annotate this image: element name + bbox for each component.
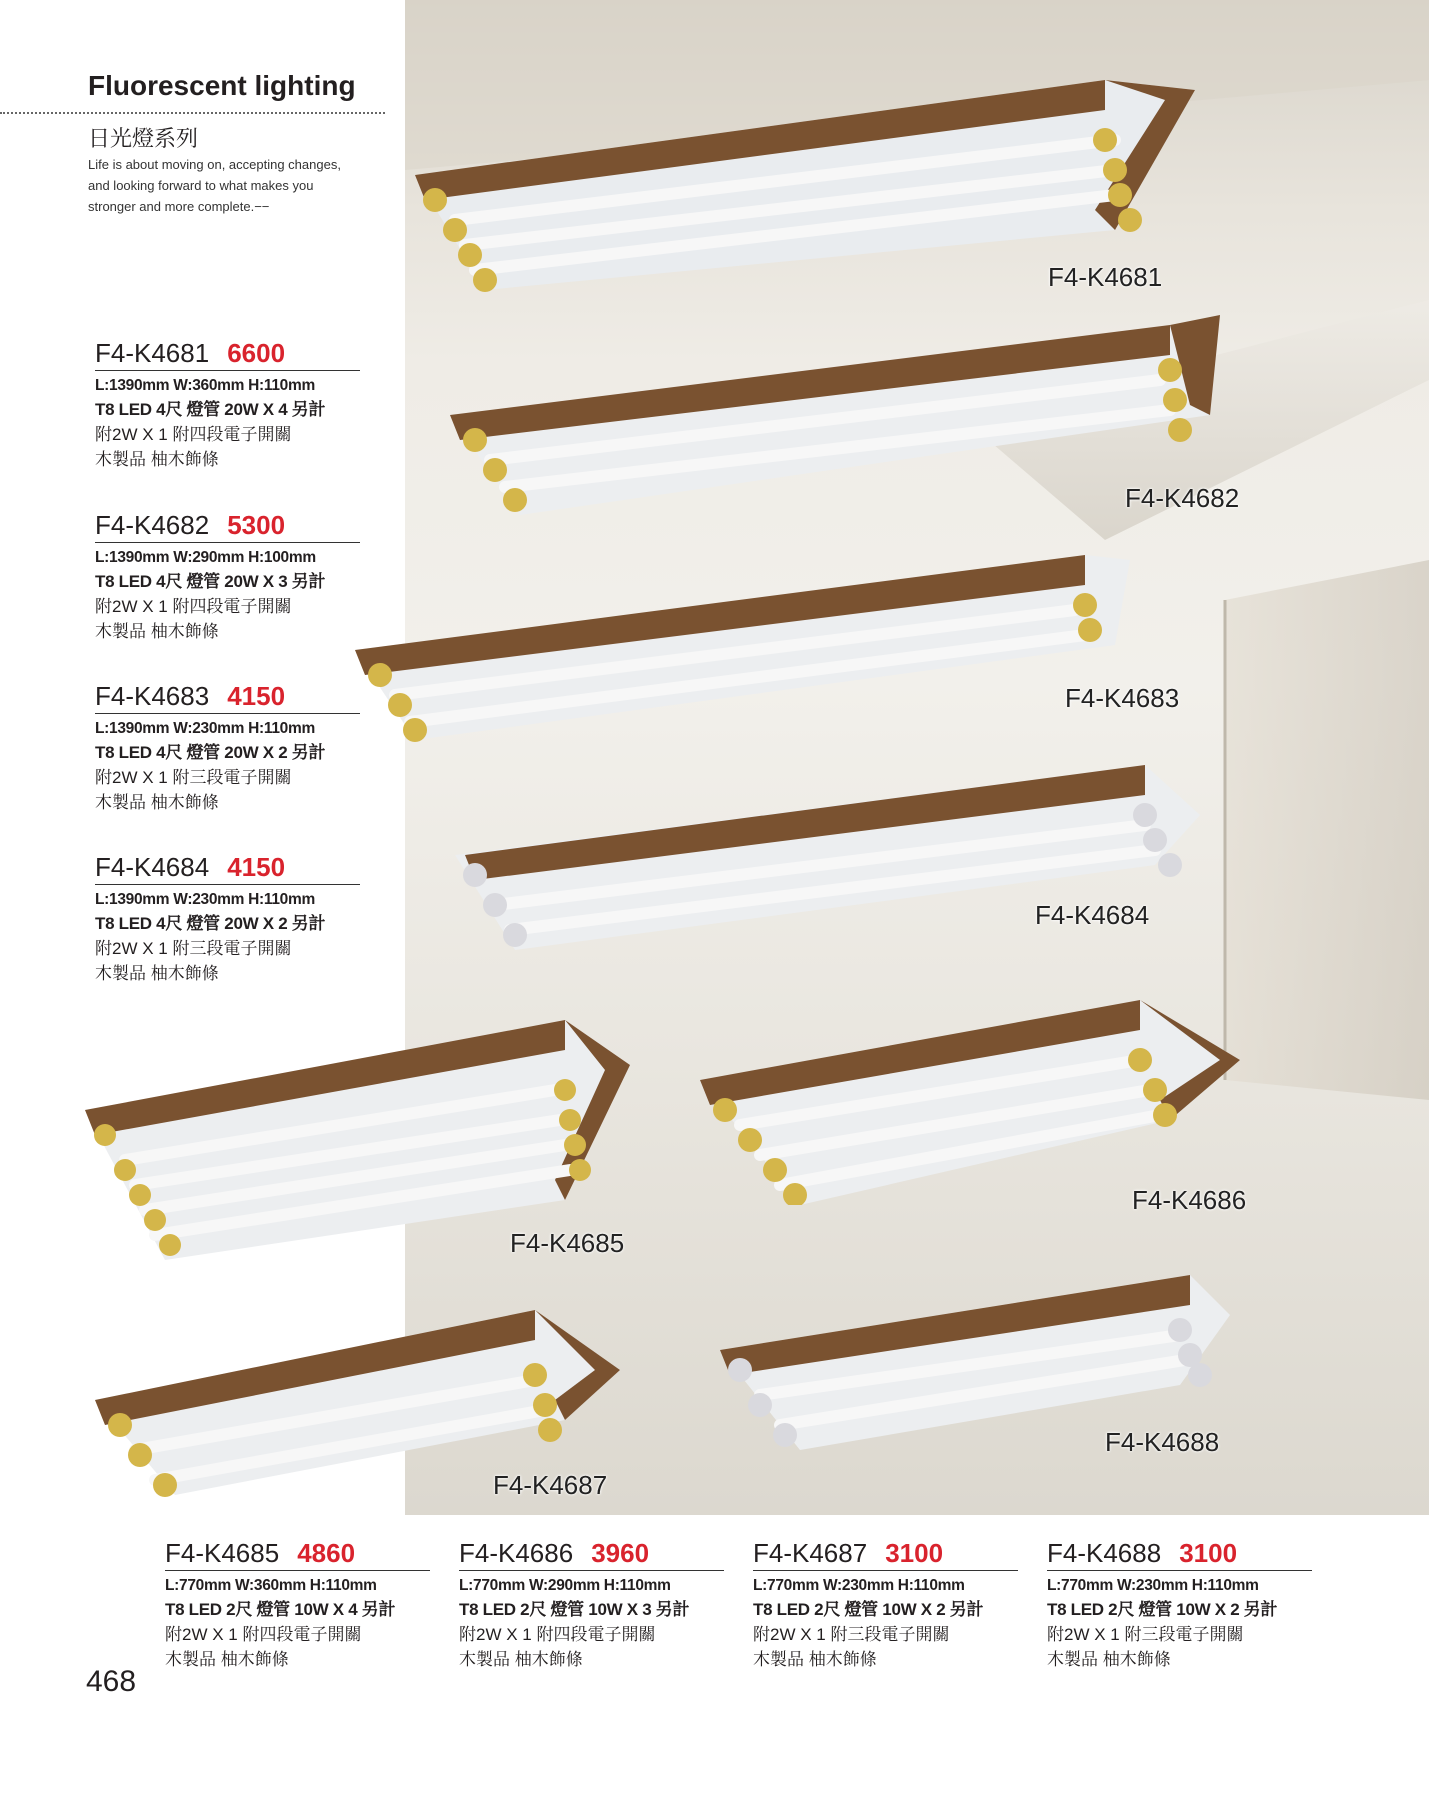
photo-label-k4683: F4-K4683 xyxy=(1065,683,1180,713)
product-switch-spec: 附2W X 1 附四段電子開關 xyxy=(95,597,292,616)
tagline: Life is about moving on, accepting changes, and looking forward to what makes you stronger and more complete.−− xyxy=(88,157,341,214)
page-title-zh: 日光燈系列 xyxy=(88,127,199,152)
photo-label-k4681: F4-K4681 xyxy=(1048,262,1163,292)
product-dimensions: L:770mm W:230mm H:110mm xyxy=(1047,1577,1259,1594)
product-dimensions: L:1390mm W:230mm H:110mm xyxy=(95,720,315,737)
photo-label-k4687: F4-K4687 xyxy=(493,1470,608,1500)
product-code: F4-K4685 xyxy=(165,1538,280,1568)
title-divider xyxy=(0,112,385,114)
product-material: 木製品 柚木飾條 xyxy=(95,793,219,812)
product-price: 3100 xyxy=(885,1538,944,1568)
product-material: 木製品 柚木飾條 xyxy=(753,1650,877,1669)
product-price: 4150 xyxy=(227,681,286,711)
product-switch-spec: 附2W X 1 附四段電子開關 xyxy=(95,425,292,444)
product-price: 4150 xyxy=(227,852,286,882)
product-price: 3960 xyxy=(591,1538,650,1568)
spec-header xyxy=(753,1538,1018,1571)
spec-block-k4685 xyxy=(165,1538,430,1672)
photo-label-k4682: F4-K4682 xyxy=(1125,483,1240,513)
product-dimensions: L:1390mm W:290mm H:100mm xyxy=(95,549,316,566)
product-dimensions: L:770mm W:360mm H:110mm xyxy=(165,1577,377,1594)
spec-header xyxy=(95,338,360,371)
photo-label-k4685: F4-K4685 xyxy=(510,1228,625,1258)
product-price: 6600 xyxy=(227,338,286,368)
product-price: 4860 xyxy=(297,1538,356,1568)
product-switch-spec: 附2W X 1 附三段電子開關 xyxy=(95,768,292,787)
spec-block-k4686 xyxy=(459,1538,724,1672)
product-dimensions: L:1390mm W:230mm H:110mm xyxy=(95,891,315,908)
fixture-image-k4685 xyxy=(85,1020,635,1260)
spec-block-k4681 xyxy=(95,338,360,472)
product-switch-spec: 附2W X 1 附三段電子開關 xyxy=(1047,1625,1244,1644)
spec-block-k4688 xyxy=(1047,1538,1312,1672)
product-switch-spec: 附2W X 1 附四段電子開關 xyxy=(459,1625,656,1644)
product-code: F4-K4687 xyxy=(753,1538,868,1568)
fixture-image-k4682 xyxy=(450,315,1220,525)
fixture-image-k4683 xyxy=(355,550,1135,750)
product-material: 木製品 柚木飾條 xyxy=(95,964,219,983)
product-dimensions: L:770mm W:290mm H:110mm xyxy=(459,1577,671,1594)
page-title-en: Fluorescent lighting xyxy=(88,70,356,101)
product-lamp-spec: T8 LED 2尺 燈管 10W X 3 另計 xyxy=(459,1600,690,1619)
product-code: F4-K4684 xyxy=(95,852,210,882)
product-code: F4-K4688 xyxy=(1047,1538,1162,1568)
spec-header xyxy=(459,1538,724,1571)
spec-block-k4684 xyxy=(95,852,360,986)
product-material: 木製品 柚木飾條 xyxy=(165,1650,289,1669)
product-material: 木製品 柚木飾條 xyxy=(95,622,219,641)
photo-label-k4688: F4-K4688 xyxy=(1105,1427,1220,1457)
product-switch-spec: 附2W X 1 附三段電子開關 xyxy=(753,1625,950,1644)
product-lamp-spec: T8 LED 4尺 燈管 20W X 2 另計 xyxy=(95,914,326,933)
product-code: F4-K4681 xyxy=(95,338,210,368)
product-material: 木製品 柚木飾條 xyxy=(459,1650,583,1669)
spec-block-k4683 xyxy=(95,681,360,815)
product-material: 木製品 柚木飾條 xyxy=(1047,1650,1171,1669)
product-lamp-spec: T8 LED 4尺 燈管 20W X 4 另計 xyxy=(95,400,326,419)
product-price: 5300 xyxy=(227,510,286,540)
product-lamp-spec: T8 LED 4尺 燈管 20W X 2 另計 xyxy=(95,743,326,762)
product-switch-spec: 附2W X 1 附三段電子開關 xyxy=(95,939,292,958)
product-dimensions: L:1390mm W:360mm H:110mm xyxy=(95,377,315,394)
product-code: F4-K4683 xyxy=(95,681,210,711)
spec-header xyxy=(95,681,360,714)
spec-header xyxy=(1047,1538,1312,1571)
spec-block-k4682 xyxy=(95,510,360,644)
fixture-image-k4686 xyxy=(700,1000,1245,1205)
product-switch-spec: 附2W X 1 附四段電子開關 xyxy=(165,1625,362,1644)
product-code: F4-K4686 xyxy=(459,1538,574,1568)
page-number: 468 xyxy=(86,1665,137,1698)
spec-header xyxy=(95,510,360,543)
product-code: F4-K4682 xyxy=(95,510,210,540)
photo-label-k4686: F4-K4686 xyxy=(1132,1185,1247,1215)
photo-label-k4684: F4-K4684 xyxy=(1035,900,1150,930)
product-price: 3100 xyxy=(1179,1538,1238,1568)
product-material: 木製品 柚木飾條 xyxy=(95,450,219,469)
product-dimensions: L:770mm W:230mm H:110mm xyxy=(753,1577,965,1594)
spec-header xyxy=(165,1538,430,1571)
spec-header xyxy=(95,852,360,885)
product-lamp-spec: T8 LED 4尺 燈管 20W X 3 另計 xyxy=(95,572,326,591)
product-lamp-spec: T8 LED 2尺 燈管 10W X 4 另計 xyxy=(165,1600,396,1619)
spec-block-k4687 xyxy=(753,1538,1018,1672)
product-lamp-spec: T8 LED 2尺 燈管 10W X 2 另計 xyxy=(753,1600,984,1619)
product-lamp-spec: T8 LED 2尺 燈管 10W X 2 另計 xyxy=(1047,1600,1278,1619)
